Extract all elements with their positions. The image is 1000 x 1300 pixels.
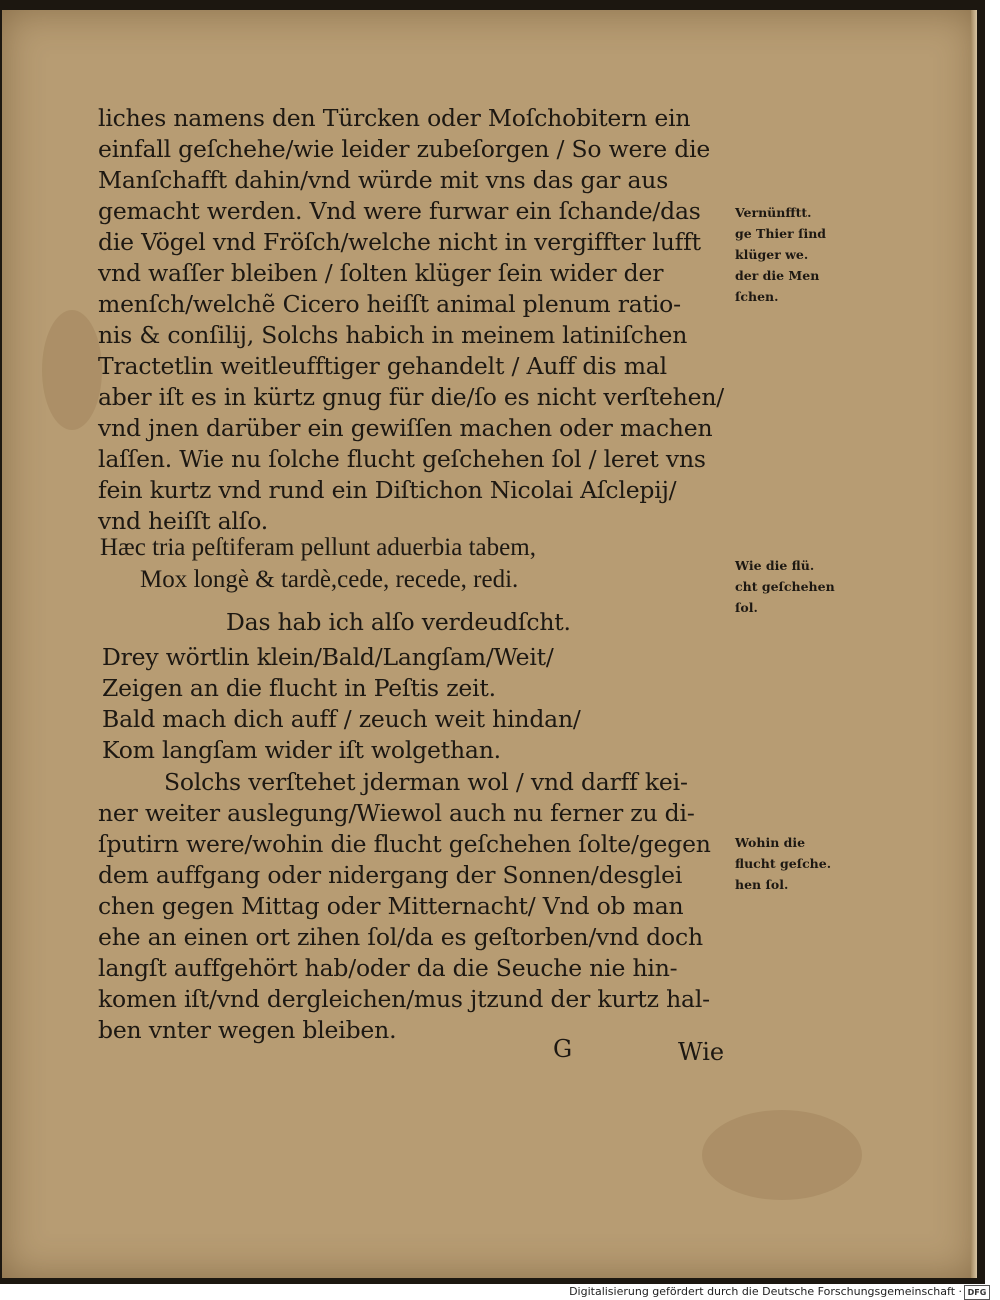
margin-note-line: cht geſchehen <box>735 579 835 594</box>
margin-note-line: klüger we. <box>735 247 809 262</box>
margin-note-reason <box>735 202 826 307</box>
catchword: Wie <box>678 1038 725 1066</box>
verse-line: Kom langſam wider iſt wolgethan. <box>102 736 501 764</box>
text-line: Solchs verſtehet jderman wol / vnd darff kei- <box>164 768 688 796</box>
text-line: ben vnter wegen bleiben. <box>98 1016 397 1044</box>
verse-line: Bald mach dich auff / zeuch weit hindan/ <box>102 705 581 733</box>
margin-note-line: flucht geſche. <box>735 856 832 871</box>
margin-note-line: ge Thier ſind <box>735 226 827 241</box>
margin-note-line: ſchen. <box>735 289 779 304</box>
margin-note-line: hen ſol. <box>735 877 789 892</box>
text-line: langſt auffgehört hab/oder da die Seuche nie hin- <box>98 954 678 982</box>
funding-credit: Digitalisierung gefördert durch die Deutsche Forschungsgemeinschaft · <box>569 1285 962 1298</box>
text-line: die Vögel vnd Fröſch/welche nicht in vergiffter lufft <box>98 228 701 256</box>
signature-mark: G <box>553 1035 573 1063</box>
margin-note-how <box>735 555 835 618</box>
text-line: vnd heiſſt alſo. <box>98 507 269 535</box>
text-line: liches namens den Türcken oder Moſchobitern ein <box>98 104 691 132</box>
text-line: nis & conſilij, Solchs habich in meinem latiniſchen <box>98 321 688 349</box>
footer-bar <box>0 1284 1000 1300</box>
page-edge <box>971 10 977 1278</box>
text-line: gemacht werden. Vnd were furwar ein ſchande/das <box>98 197 701 225</box>
margin-note-line: Wohin die <box>735 835 806 850</box>
margin-note-line: Vernünfftt. <box>735 205 812 220</box>
margin-note-line: Wie die flü. <box>735 558 815 573</box>
text-line: dem auffgang oder nidergang der Sonnen/desglei <box>98 861 683 889</box>
text-line: Manſchafft dahin/vnd würde mit vns das gar aus <box>98 166 669 194</box>
text-line: fein kurtz vnd rund ein Diſtichon Nicolai Aſclepij/ <box>98 476 677 504</box>
verse-heading: Das hab ich alſo verdeudſcht. <box>226 608 571 636</box>
text-line: chen gegen Mittag oder Mitternacht/ Vnd ob man <box>98 892 684 920</box>
text-line: aber iſt es in kürtz gnug für die/ſo es nicht verſtehen/ <box>98 383 724 411</box>
text-line: ſputirn were/wohin die flucht geſchehen ſolte/gegen <box>98 830 711 858</box>
margin-note-line: ſol. <box>735 600 758 615</box>
text-line: vnd jnen darüber ein gewiſſen machen oder machen <box>98 414 713 442</box>
text-line: Tractetlin weitleufftiger gehandelt / Auff dis mal <box>98 352 667 380</box>
paper-stain <box>42 310 102 430</box>
text-line: vnd waſſer bleiben / ſolten klüger ſein wider der <box>98 259 664 287</box>
text-line: komen iſt/vnd dergleichen/mus jtzund der kurtz hal- <box>98 985 710 1013</box>
book-page <box>2 10 977 1278</box>
margin-note-line: der die Men <box>735 268 820 283</box>
text-line: einfall geſchehe/wie leider zubeſorgen / So were die <box>98 135 711 163</box>
text-line: ehe an einen ort zihen ſol/da es geſtorben/vnd doch <box>98 923 703 951</box>
latin-verse-line: Mox longè & tardè,cede, recede, redi. <box>140 566 519 593</box>
latin-verse-line: Hæc tria peſtiferam pellunt aduerbia tabem, <box>100 534 536 561</box>
text-line: laſſen. Wie nu ſolche flucht geſchehen ſol / leret vns <box>98 445 706 473</box>
verse-line: Drey wörtlin klein/Bald/Langſam/Weit/ <box>102 643 554 671</box>
margin-note-where <box>735 832 831 895</box>
text-line: menſch/welchẽ Cicero heiſſt animal plenum ratio- <box>98 290 681 318</box>
verse-line: Zeigen an die flucht in Peſtis zeit. <box>102 674 496 702</box>
text-line: ner weiter auslegung/Wiewol auch nu ferner zu di- <box>98 799 695 827</box>
dfg-logo-icon: DFG <box>964 1285 990 1300</box>
paper-stain <box>702 1110 862 1200</box>
